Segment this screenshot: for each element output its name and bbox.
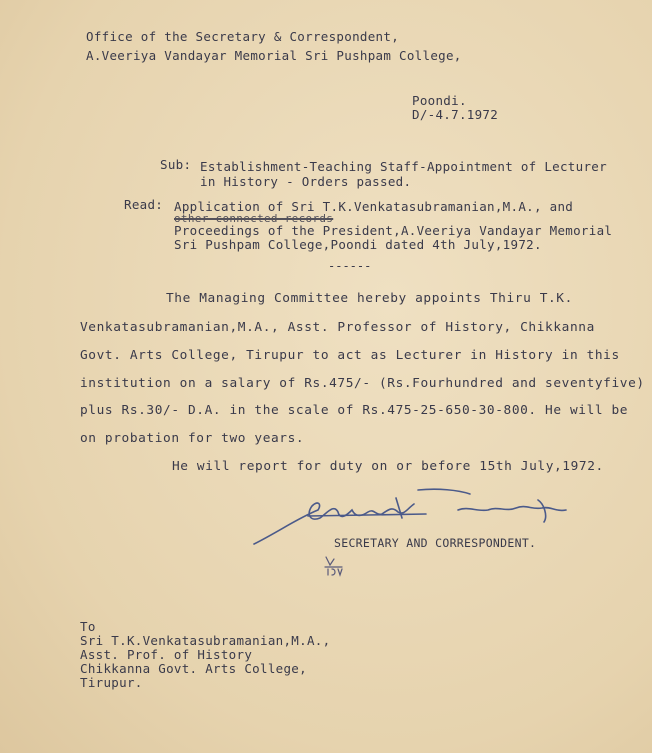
body-line-3: Govt. Arts College, Tirupur to act as Lecturer in History in this	[80, 348, 620, 363]
recipient-to: To	[80, 619, 96, 634]
read-struck-text: other connected records	[174, 212, 334, 225]
place: Poondi.	[412, 93, 467, 108]
recipient-line-2: Asst. Prof. of History	[80, 647, 253, 662]
subject-line-1: Establishment-Teaching Staff-Appointment of Lecturer	[200, 159, 607, 174]
body-line-5: plus Rs.30/- D.A. in the scale of Rs.475-25-650-30-800. He will be	[80, 403, 629, 418]
separator: ------	[328, 259, 372, 273]
initials-mark	[322, 555, 350, 577]
report-line: He will report for duty on or before 15th July,1972.	[172, 459, 604, 474]
read-line-2: Proceedings of the President,A.Veeriya Vandayar Memorial	[174, 223, 613, 238]
body-line-4: institution on a salary of Rs.475/- (Rs.Fourhundred and seventyfive)	[80, 376, 645, 391]
subject-line-2: in History - Orders passed.	[200, 174, 412, 189]
read-line-3: Sri Pushpam College,Poondi dated 4th July,1972.	[174, 237, 542, 252]
letterhead-line-1: Office of the Secretary & Correspondent,	[86, 29, 400, 44]
read-label: Read:	[124, 197, 164, 212]
recipient-line-4: Tirupur.	[80, 675, 143, 690]
subject-label: Sub:	[160, 157, 192, 172]
date: D/-4.7.1972	[412, 107, 499, 122]
recipient-line-3: Chikkanna Govt. Arts College,	[80, 661, 307, 676]
signatory-title: SECRETARY AND CORRESPONDENT.	[334, 536, 537, 550]
body-line-2: Venkatasubramanian,M.A., Asst. Professor of History, Chikkanna	[80, 320, 595, 335]
letterhead-line-2: A.Veeriya Vandayar Memorial Sri Pushpam College,	[86, 48, 462, 63]
read-line-1: Application of Sri T.K.Venkatasubramanian,M.A., and	[174, 199, 574, 214]
recipient-line-1: Sri T.K.Venkatasubramanian,M.A.,	[80, 633, 331, 648]
body-line-1: The Managing Committee hereby appoints Thiru T.K.	[166, 291, 573, 306]
body-line-6: on probation for two years.	[80, 431, 305, 446]
